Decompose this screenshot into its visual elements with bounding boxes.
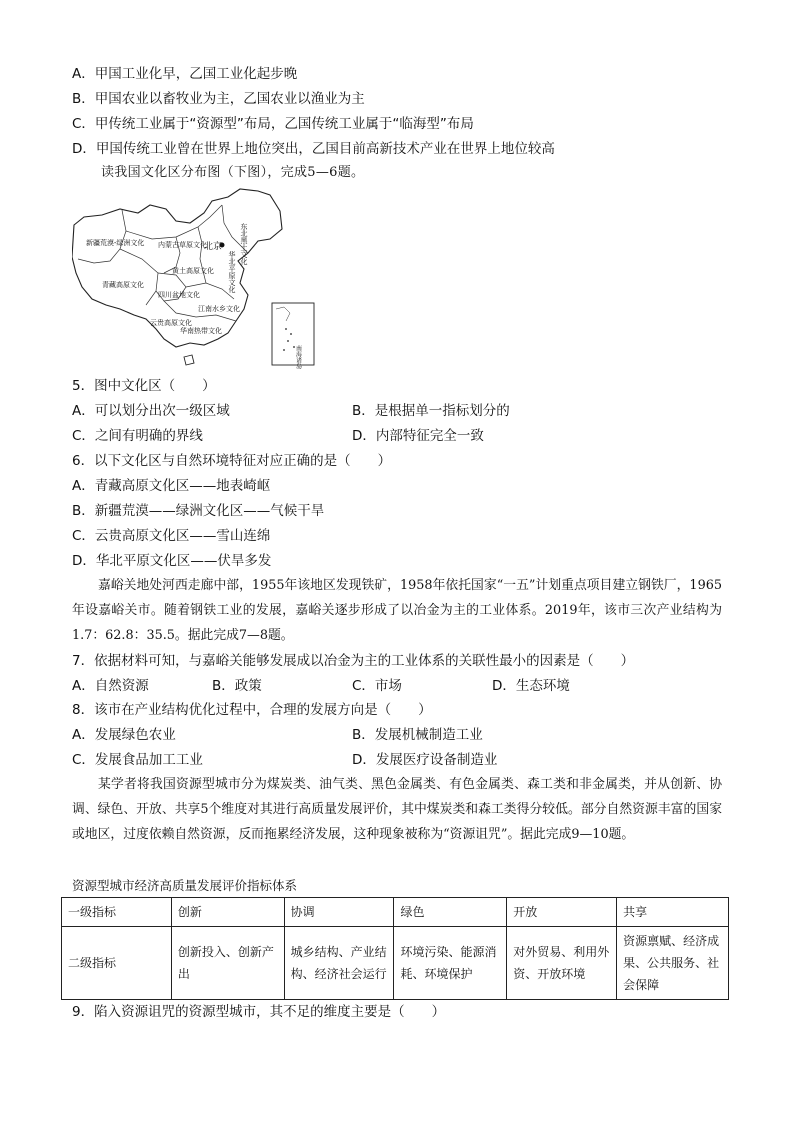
- table-header-cell: 绿色: [394, 898, 507, 927]
- map-label-huabei: 华北平原文化: [228, 251, 236, 293]
- table-cell: 对外贸易、利用外资、开放环境: [507, 927, 617, 1000]
- q8-option-d: D．发展医疗设备制造业: [352, 752, 498, 768]
- boundary-qingzang: [120, 249, 158, 305]
- map-label-beijing: 北京: [204, 242, 223, 252]
- table-cell: 创新投入、创新产出: [171, 927, 284, 1000]
- q5-stem: 5．图中文化区（ ）: [72, 378, 216, 394]
- passage-jiayuguan: 嘉峪关地处河西走廊中部，1955年该地区发现铁矿，1958年依托国家“一五”计划重点项目建立钢铁厂，1965年设嘉峪关市。随着钢铁工业的发展，嘉峪关逐步形成了以冶金为主的工业体系。2019年，该市三次产业结构为1.7：62.8：35.5。据此完成7—8题。: [72, 578, 722, 643]
- q5-option-b: B．是根据单一指标划分的: [352, 403, 510, 419]
- q5-option-a: A．可以划分出次一级区域: [72, 403, 230, 419]
- map-label-huanan: 华南热带文化: [180, 327, 222, 335]
- q8-stem: 8．该市在产业结构优化过程中，合理的发展方向是（ ）: [72, 702, 432, 718]
- q4-option-d: D．甲国传统工业曾在世界上地位突出，乙国目前高新技术产业在世界上地位较高: [72, 141, 555, 157]
- table-cell: 资源禀赋、经济成果、公共服务、社会保障: [617, 927, 729, 1000]
- q7-option-b: B．政策: [212, 678, 262, 694]
- china-culture-map-svg: [72, 187, 320, 373]
- china-culture-map: [72, 187, 320, 373]
- map-label-yungui: 云贵高原文化: [150, 319, 192, 327]
- q5-option-d: D．内部特征完全一致: [352, 428, 484, 444]
- map-label-huangtu: 黄土高原文化: [172, 267, 214, 275]
- table-header-cell: 创新: [171, 898, 284, 927]
- table-cell: 二级指标: [62, 927, 172, 1000]
- table-header-cell: 共享: [617, 898, 729, 927]
- q7-option-d: D．生态环境: [492, 678, 570, 694]
- map-intro: 读我国文化区分布图（下图），完成5—6题。: [101, 165, 365, 180]
- map-label-xinjiang: 新疆荒漠-绿洲文化: [86, 239, 145, 247]
- hainan-island: [184, 355, 194, 365]
- indicator-table: [61, 897, 729, 1000]
- q8-option-c: C．发展食品加工工业: [72, 752, 203, 768]
- q5-option-c: C．之间有明确的界线: [72, 428, 203, 444]
- q4-option-a: A．甲国工业化早，乙国工业化起步晚: [72, 66, 298, 82]
- q4-option-c: C．甲传统工业属于“资源型”布局，乙国传统工业属于“临海型”布局: [72, 116, 474, 132]
- map-label-nanhai: 南海诸岛: [294, 345, 302, 369]
- table-header-cell: 协调: [284, 898, 394, 927]
- q6-option-d: D．华北平原文化区——伏旱多发: [72, 553, 272, 569]
- map-label-sichuan: 四川盆地文化: [158, 291, 200, 299]
- q7-option-c: C．市场: [352, 678, 402, 694]
- q8-option-b: B．发展机械制造工业: [352, 727, 483, 743]
- q8-option-a: A．发展绿色农业: [72, 727, 176, 743]
- q6-option-b: B．新疆荒漠——绿洲文化区——气候干旱: [72, 503, 325, 519]
- table-header-row: [62, 898, 729, 927]
- q7-option-a: A．自然资源: [72, 678, 149, 694]
- passage-resource-curse: 某学者将我国资源型城市分为煤炭类、油气类、黑色金属类、有色金属类、森工类和非金属类，并从创新、协调、绿色、开放、共享5个维度对其进行高质量发展评价，其中煤炭类和森工类得分较低。部分自然资源丰富的国家或地区，过度依赖自然资源，反而拖累经济发展，这种现象被称为“资源诅咒”。据此完成9—10题。: [72, 777, 722, 842]
- table-caption: 资源型城市经济高质量发展评价指标体系: [72, 878, 298, 893]
- map-label-neimeng: 内蒙古草原文化: [158, 241, 207, 249]
- q6-option-c: C．云贵高原文化区——雪山连绵: [72, 528, 271, 544]
- q7-stem: 7．依据材料可知，与嘉峪关能够发展成以冶金为主的工业体系的关联性最小的因素是（ ）: [72, 653, 635, 669]
- q4-option-b: B．甲国农业以畜牧业为主，乙国农业以渔业为主: [72, 91, 365, 107]
- boundary-xinjiang: [78, 210, 126, 263]
- map-label-dongbei: 东北黑土文化: [240, 223, 248, 265]
- table-row: [62, 927, 729, 1000]
- boundary-neimeng: [126, 205, 222, 239]
- map-label-qingzang: 青藏高原文化: [102, 281, 144, 289]
- table-cell: 环境污染、能源消耗、环境保护: [394, 927, 507, 1000]
- table-cell: 城乡结构、产业结构、经济社会运行: [284, 927, 394, 1000]
- q6-stem: 6．以下文化区与自然环境特征对应正确的是（ ）: [72, 453, 392, 469]
- table-header-cell: 开放: [507, 898, 617, 927]
- map-label-jiangnan: 江南水乡文化: [198, 305, 240, 313]
- south-china-sea-inset: [272, 303, 314, 370]
- table-header-cell: 一级指标: [62, 898, 172, 927]
- q6-option-a: A．青藏高原文化区——地表崎岖: [72, 478, 271, 494]
- q9-stem: 9．陷入资源诅咒的资源型城市，其不足的维度主要是（ ）: [72, 1004, 446, 1020]
